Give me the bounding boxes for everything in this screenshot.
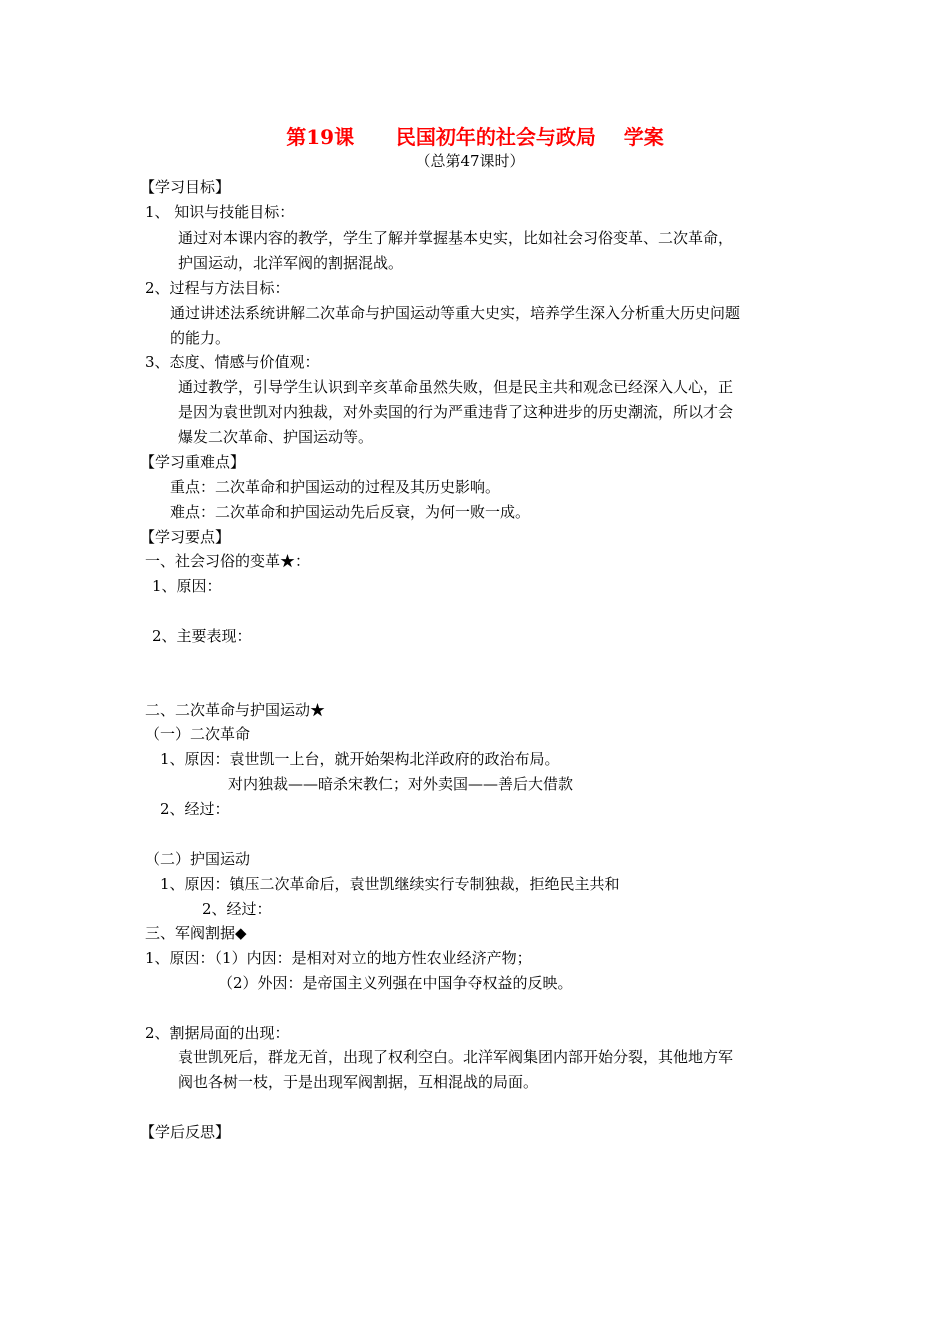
objective-2-text-line-1: 通过讲述法系统讲解二次革命与护国运动等重大史实，培养学生深入分析重大历史问题: [170, 304, 741, 322]
objective-2-text-line-2: 的能力。: [170, 329, 231, 347]
objective-3-label: 3、态度、情感与价值观：: [145, 353, 320, 371]
section-2-sub-1-title: （一）二次革命: [145, 725, 251, 743]
essentials-heading: 【学习要点】: [140, 528, 231, 546]
section-2-sub-1-cause: 1、原因：袁世凯一上台，就开始架构北洋政府的政治布局。: [160, 750, 560, 768]
key-point-difficulty: 难点：二次革命和护国运动先后反衰，为何一败一成。: [170, 503, 531, 521]
section-1-title: 一、社会习俗的变革★：: [145, 552, 311, 570]
objective-1-text-line-1: 通过对本课内容的教学，学生了解并掌握基本史实，比如社会习俗变革、二次革命，: [178, 229, 734, 247]
reflection-heading: 【学后反思】: [140, 1123, 231, 1141]
key-point-focus: 重点：二次革命和护国运动的过程及其历史影响。: [170, 478, 501, 496]
section-3-emergence-line-2: 阀也各树一枝，于是出现军阀割据，互相混战的局面。: [178, 1073, 539, 1091]
section-3-emergence-label: 2、割据局面的出现：: [145, 1024, 290, 1042]
section-2-title: 二、二次革命与护国运动★: [145, 701, 326, 719]
section-2-sub-2-process: 2、经过：: [202, 900, 272, 918]
objective-3-text-line-3: 爆发二次革命、护国运动等。: [178, 428, 374, 446]
objectives-heading: 【学习目标】: [140, 178, 231, 196]
page-subtitle: （总第47课时）: [415, 152, 525, 170]
section-2-sub-1-detail: 对内独裁——暗杀宋教仁；对外卖国——善后大借款: [228, 775, 574, 793]
section-3-cause-internal: 1、原因：（1）内因：是相对对立的地方性农业经济产物；: [145, 949, 532, 967]
section-3-title: 三、军阀割据◆: [145, 924, 247, 942]
section-3-cause-external: （2）外因：是帝国主义列强在中国争夺权益的反映。: [218, 974, 573, 992]
page-title: 第19课 民国初年的社会与政局 学案: [286, 125, 664, 149]
section-2-sub-2-cause: 1、原因：镇压二次革命后，袁世凯继续实行专制独裁，拒绝民主共和: [160, 875, 620, 893]
objective-3-text-line-1: 通过教学，引导学生认识到辛亥革命虽然失败，但是民主共和观念已经深入人心，正: [178, 378, 734, 396]
section-1-cause: 1、原因：: [152, 577, 222, 595]
objective-1-label: 1、 知识与技能目标：: [145, 203, 295, 221]
section-2-sub-2-title: （二）护国运动: [145, 850, 251, 868]
objective-1-text-line-2: 护国运动，北洋军阀的割据混战。: [178, 254, 404, 272]
section-2-sub-1-process: 2、经过：: [160, 800, 230, 818]
objective-3-text-line-2: 是因为袁世凯对内独裁，对外卖国的行为严重违背了这种进步的历史潮流，所以才会: [178, 403, 734, 421]
section-3-emergence-line-1: 袁世凯死后，群龙无首，出现了权利空白。北洋军阀集团内部开始分裂，其他地方军: [178, 1048, 734, 1066]
objective-2-label: 2、过程与方法目标：: [145, 279, 290, 297]
section-1-manifestations: 2、主要表现：: [152, 627, 252, 645]
key-points-heading: 【学习重难点】: [140, 453, 246, 471]
